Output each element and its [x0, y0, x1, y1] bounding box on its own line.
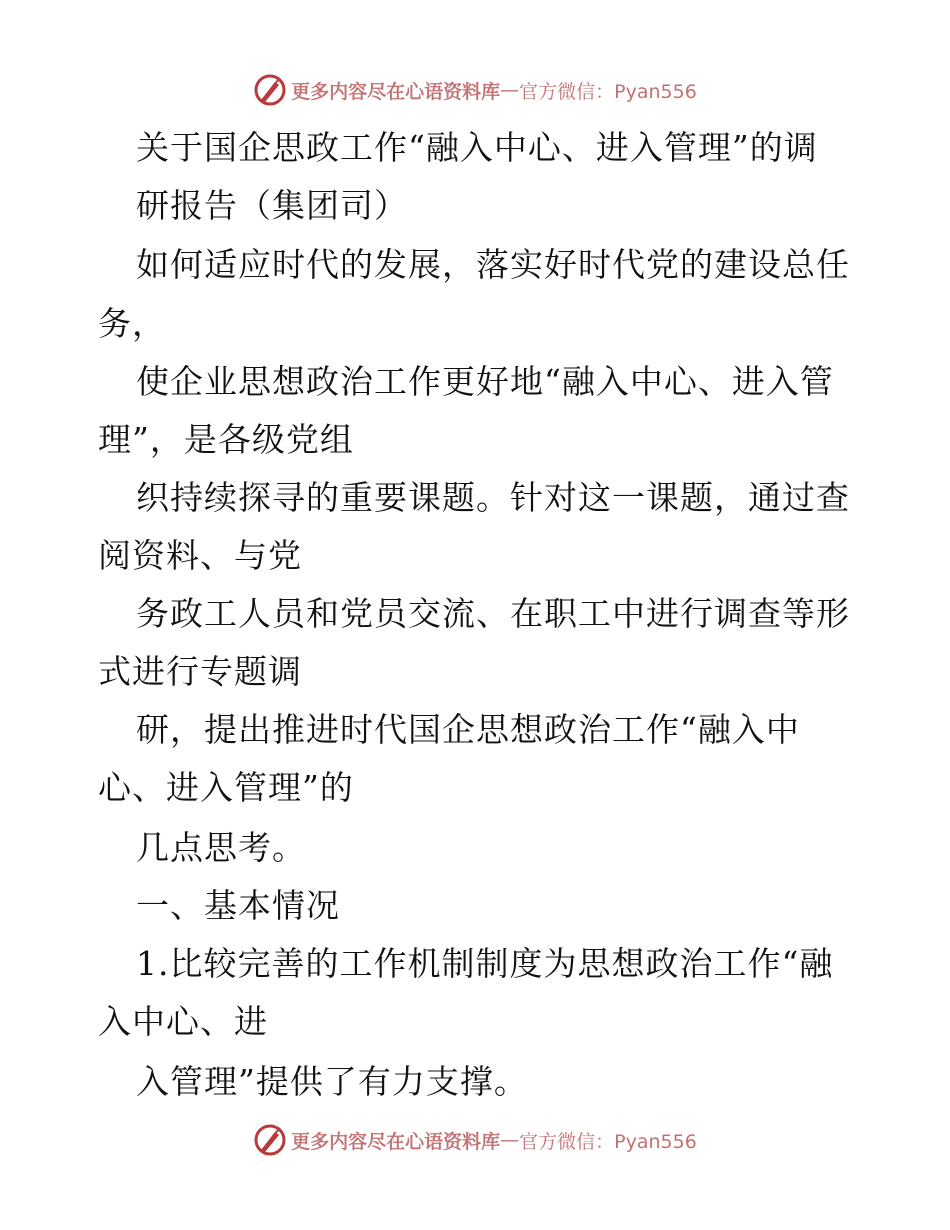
paragraph-line: 务政工人员和党员交流、在职工中进行调查等形: [136, 594, 850, 633]
paragraph-line: 如何适应时代的发展，落实好时代党的建设总任: [136, 245, 850, 284]
paragraph-line: 织持续探寻的重要课题。针对这一课题，通过查: [136, 478, 850, 517]
paragraph-line: 阅资料、与党: [98, 536, 302, 575]
banner-title: 更多内容尽在心语资料库: [291, 1130, 501, 1153]
footer-banner: [0, 1120, 950, 1160]
header-banner: [0, 70, 950, 110]
paragraph-line: 式进行专题调: [98, 652, 302, 691]
paragraph-line: 入管理”提供了有力支撑。: [136, 1062, 528, 1101]
banner-contact: 官方微信：Pyan556: [519, 1130, 697, 1153]
paragraph-line: 理”，是各级党组: [98, 420, 354, 459]
paragraph-line: 研，提出推进时代国企思想政治工作“融入中: [136, 710, 800, 749]
paragraph-line: 1.比较完善的工作机制制度为思想政治工作“融: [136, 944, 834, 983]
banner-contact: 官方微信：Pyan556: [519, 80, 697, 103]
banner-separator: —: [500, 79, 520, 101]
document-title-line-2: 研报告（集团司）: [136, 186, 408, 225]
paragraph-line: 使企业思想政治工作更好地“融入中心、进入管: [136, 362, 834, 401]
paragraph-line: 心、进入管理”的: [98, 768, 354, 807]
paragraph-line: 务，: [98, 304, 166, 343]
section-heading: 一、基本情况: [136, 886, 340, 925]
paragraph-line: 几点思考。: [136, 828, 306, 867]
document-title-line-1: 关于国企思政工作“融入中心、进入管理”的调: [136, 128, 818, 167]
banner-separator: —: [500, 1129, 520, 1151]
paragraph-line: 入中心、进: [98, 1002, 268, 1041]
banner-title: 更多内容尽在心语资料库: [291, 80, 501, 103]
quill-pen-circle-icon: [253, 73, 287, 107]
quill-pen-circle-icon: [253, 1123, 287, 1157]
